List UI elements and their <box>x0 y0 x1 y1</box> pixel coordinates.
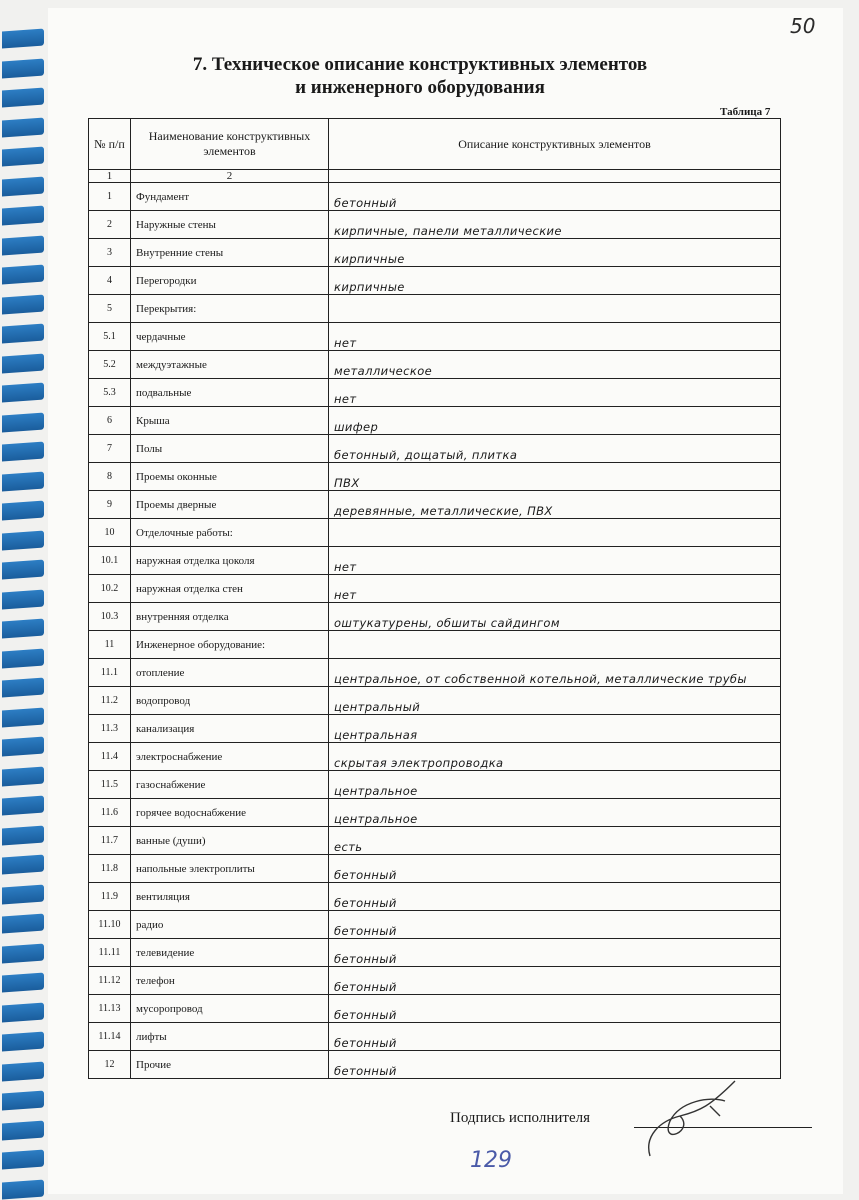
row-element-name: Полы <box>131 435 329 463</box>
binding-ring <box>2 884 44 904</box>
table-row <box>89 183 781 211</box>
row-element-name: Наружные стены <box>131 211 329 239</box>
row-element-description: центральное <box>329 771 781 799</box>
row-element-description: бетонный <box>329 855 781 883</box>
row-number: 10.1 <box>89 547 131 575</box>
row-number: 5.2 <box>89 351 131 379</box>
binding-ring <box>2 530 44 550</box>
row-number: 11.2 <box>89 687 131 715</box>
table-row <box>89 911 781 939</box>
table-row <box>89 1023 781 1051</box>
row-element-name: внутренняя отделка <box>131 603 329 631</box>
binding-ring <box>2 206 44 226</box>
binding-ring <box>2 619 44 639</box>
row-number: 11.7 <box>89 827 131 855</box>
row-element-name: междуэтажные <box>131 351 329 379</box>
handwritten-signature <box>640 1076 750 1166</box>
binding-ring <box>2 914 44 934</box>
binding-ring <box>2 707 44 727</box>
row-element-description: нет <box>329 575 781 603</box>
row-element-name: телефон <box>131 967 329 995</box>
row-element-description: ПВХ <box>329 463 781 491</box>
table-row <box>89 743 781 771</box>
row-element-description: деревянные, металлические, ПВХ <box>329 491 781 519</box>
row-element-name: наружная отделка стен <box>131 575 329 603</box>
page-title <box>110 53 730 99</box>
row-element-name: лифты <box>131 1023 329 1051</box>
row-element-name: подвальные <box>131 379 329 407</box>
row-number: 4 <box>89 267 131 295</box>
binding-ring <box>2 855 44 875</box>
row-number: 11.12 <box>89 967 131 995</box>
row-element-description: скрытая электропроводка <box>329 743 781 771</box>
binding-ring <box>2 117 44 137</box>
row-number: 6 <box>89 407 131 435</box>
row-number: 11.5 <box>89 771 131 799</box>
table-row <box>89 939 781 967</box>
binding-ring <box>2 501 44 521</box>
binding-ring <box>2 265 44 285</box>
row-number: 11.8 <box>89 855 131 883</box>
header-name: Наименование конструктивных элементов <box>131 119 329 170</box>
row-element-description <box>329 295 781 323</box>
row-element-name: наружная отделка цоколя <box>131 547 329 575</box>
table-caption: Таблица 7 <box>720 106 771 118</box>
table-row <box>89 771 781 799</box>
row-element-name: Фундамент <box>131 183 329 211</box>
table-row <box>89 603 781 631</box>
table-row <box>89 799 781 827</box>
row-element-name: водопровод <box>131 687 329 715</box>
row-number: 8 <box>89 463 131 491</box>
binding-ring <box>2 678 44 698</box>
row-element-description: нет <box>329 379 781 407</box>
row-number: 11.9 <box>89 883 131 911</box>
title-line-1: 7. Техническое описание конструктивных элементов <box>192 54 648 75</box>
row-number: 11 <box>89 631 131 659</box>
row-element-description: бетонный <box>329 1023 781 1051</box>
binding-ring <box>2 560 44 580</box>
row-number: 9 <box>89 491 131 519</box>
binding-ring <box>2 324 44 344</box>
binding-ring <box>2 766 44 786</box>
table-row <box>89 407 781 435</box>
column-number-3 <box>329 170 781 183</box>
signature-label: Подпись исполнителя <box>450 1110 590 1126</box>
row-number: 11.13 <box>89 995 131 1023</box>
row-element-description: кирпичные, панели металлические <box>329 211 781 239</box>
row-element-name: Крыша <box>131 407 329 435</box>
row-number: 11.3 <box>89 715 131 743</box>
row-element-name: Перекрытия: <box>131 295 329 323</box>
table-row <box>89 575 781 603</box>
row-element-description: нет <box>329 323 781 351</box>
row-element-description: есть <box>329 827 781 855</box>
binding-ring <box>2 383 44 403</box>
spiral-binding <box>0 0 50 1200</box>
row-number: 11.4 <box>89 743 131 771</box>
row-number: 5.3 <box>89 379 131 407</box>
row-number: 11.11 <box>89 939 131 967</box>
row-number: 11.6 <box>89 799 131 827</box>
column-number-1: 1 <box>89 170 131 183</box>
binding-ring <box>2 58 44 78</box>
row-element-description: оштукатурены, обшиты сайдингом <box>329 603 781 631</box>
binding-ring <box>2 471 44 491</box>
row-number: 2 <box>89 211 131 239</box>
binding-ring <box>2 88 44 108</box>
handwritten-sheet-number: 129 <box>470 1148 512 1173</box>
binding-ring <box>2 1091 44 1111</box>
row-element-name: чердачные <box>131 323 329 351</box>
binding-ring <box>2 412 44 432</box>
row-number: 3 <box>89 239 131 267</box>
binding-ring <box>2 796 44 816</box>
table-row <box>89 295 781 323</box>
table-row <box>89 715 781 743</box>
row-element-name: электроснабжение <box>131 743 329 771</box>
row-element-name: напольные электроплиты <box>131 855 329 883</box>
row-element-description <box>329 631 781 659</box>
title-line-2: и инженерного оборудования <box>295 77 545 98</box>
table-row <box>89 351 781 379</box>
binding-ring <box>2 825 44 845</box>
header-description: Описание конструктивных элементов <box>329 119 781 170</box>
row-element-description: бетонный <box>329 911 781 939</box>
row-element-name: Внутренние стены <box>131 239 329 267</box>
binding-ring <box>2 442 44 462</box>
row-number: 11.14 <box>89 1023 131 1051</box>
row-element-description: центральный <box>329 687 781 715</box>
row-element-name: Отделочные работы: <box>131 519 329 547</box>
binding-ring <box>2 648 44 668</box>
construction-elements-table <box>88 118 781 1079</box>
binding-ring <box>2 1002 44 1022</box>
binding-ring <box>2 29 44 49</box>
table-row <box>89 379 781 407</box>
row-element-description: бетонный <box>329 1051 781 1079</box>
row-number: 10 <box>89 519 131 547</box>
row-number: 11.10 <box>89 911 131 939</box>
binding-ring <box>2 353 44 373</box>
table-row <box>89 995 781 1023</box>
table-row <box>89 547 781 575</box>
row-number: 10.2 <box>89 575 131 603</box>
table-row <box>89 1051 781 1079</box>
row-element-name: ванные (души) <box>131 827 329 855</box>
row-number: 5 <box>89 295 131 323</box>
row-element-description: нет <box>329 547 781 575</box>
row-element-name: канализация <box>131 715 329 743</box>
binding-ring <box>2 1120 44 1140</box>
row-element-description: кирпичные <box>329 239 781 267</box>
row-number: 11.1 <box>89 659 131 687</box>
column-number-2: 2 <box>131 170 329 183</box>
row-element-description: бетонный <box>329 883 781 911</box>
row-element-description: бетонный <box>329 939 781 967</box>
table-row <box>89 659 781 687</box>
table-row <box>89 827 781 855</box>
row-element-description: бетонный <box>329 995 781 1023</box>
row-element-description: центральное, от собственной котельной, металлические трубы <box>329 659 781 687</box>
table-row <box>89 519 781 547</box>
row-element-name: вентиляция <box>131 883 329 911</box>
table-row <box>89 463 781 491</box>
binding-ring <box>2 1032 44 1052</box>
row-element-description <box>329 519 781 547</box>
row-element-name: отопление <box>131 659 329 687</box>
table-row <box>89 435 781 463</box>
binding-ring <box>2 943 44 963</box>
row-element-description: бетонный, дощатый, плитка <box>329 435 781 463</box>
table-row <box>89 211 781 239</box>
row-number: 12 <box>89 1051 131 1079</box>
table-row <box>89 967 781 995</box>
row-element-name: газоснабжение <box>131 771 329 799</box>
row-element-description: металлическое <box>329 351 781 379</box>
table-row <box>89 883 781 911</box>
binding-ring <box>2 1150 44 1170</box>
row-element-name: Проемы оконные <box>131 463 329 491</box>
binding-ring <box>2 973 44 993</box>
handwritten-page-number: 50 <box>790 14 816 38</box>
row-element-name: Прочие <box>131 1051 329 1079</box>
table-row <box>89 239 781 267</box>
row-element-description: центральная <box>329 715 781 743</box>
row-element-name: телевидение <box>131 939 329 967</box>
row-element-description: шифер <box>329 407 781 435</box>
row-element-description: бетонный <box>329 183 781 211</box>
table-row <box>89 631 781 659</box>
binding-ring <box>2 147 44 167</box>
binding-ring <box>2 589 44 609</box>
row-number: 5.1 <box>89 323 131 351</box>
row-number: 1 <box>89 183 131 211</box>
binding-ring <box>2 235 44 255</box>
column-numbering-row <box>89 170 781 183</box>
row-element-name: Перегородки <box>131 267 329 295</box>
table-row <box>89 687 781 715</box>
row-number: 10.3 <box>89 603 131 631</box>
row-element-description: центральное <box>329 799 781 827</box>
table-row <box>89 323 781 351</box>
row-element-name: Проемы дверные <box>131 491 329 519</box>
header-number: № п/п <box>89 119 131 170</box>
row-element-name: радио <box>131 911 329 939</box>
binding-ring <box>2 294 44 314</box>
binding-ring <box>2 737 44 757</box>
binding-ring <box>2 1061 44 1081</box>
binding-ring <box>2 176 44 196</box>
binding-ring <box>2 1179 44 1199</box>
row-number: 7 <box>89 435 131 463</box>
table-row <box>89 491 781 519</box>
row-element-name: Инженерное оборудование: <box>131 631 329 659</box>
table-row <box>89 855 781 883</box>
row-element-description: кирпичные <box>329 267 781 295</box>
row-element-name: мусоропровод <box>131 995 329 1023</box>
table-row <box>89 267 781 295</box>
row-element-description: бетонный <box>329 967 781 995</box>
row-element-name: горячее водоснабжение <box>131 799 329 827</box>
